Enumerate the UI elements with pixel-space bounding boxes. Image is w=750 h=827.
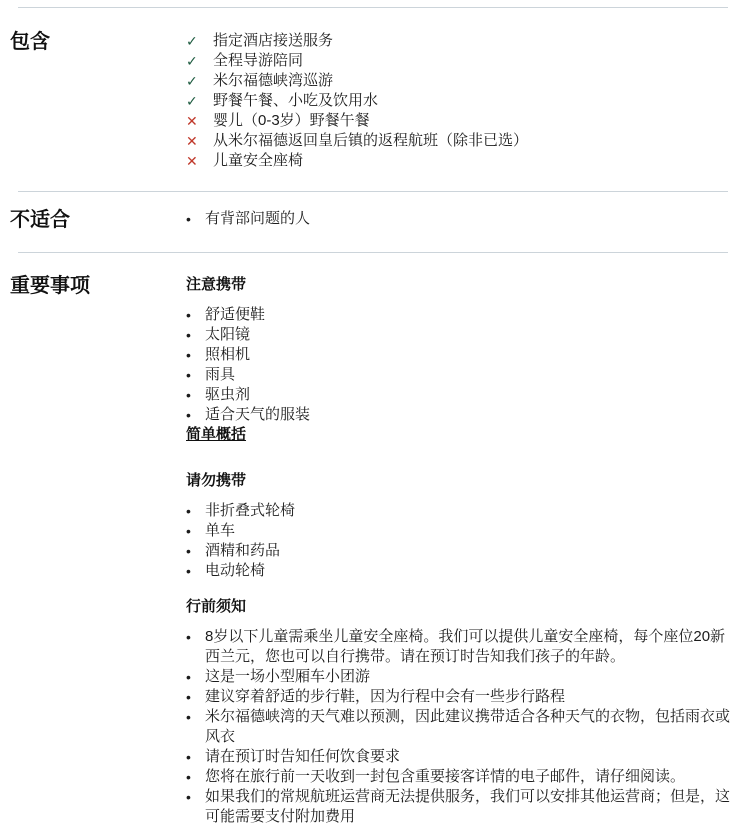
bullet-icon: • — [186, 563, 191, 579]
bullet-icon: • — [186, 629, 191, 645]
bullet-icon: • — [186, 387, 191, 403]
list-item — [186, 667, 735, 687]
not-suitable-section-title: 不适合 — [10, 209, 70, 231]
list-item-text: 全程导游陪同 — [213, 52, 304, 69]
section-not-suitable — [0, 192, 750, 252]
list-item-text: 从米尔福德返回皇后镇的返程航班（除非已选） — [213, 132, 529, 149]
check-icon: ✓ — [186, 53, 198, 69]
section-important-info — [0, 253, 750, 827]
list-item-text: 太阳镜 — [205, 326, 251, 343]
before-you-go-list — [186, 627, 735, 827]
list-item-text: 米尔福德峡湾巡游 — [213, 72, 334, 89]
important-section-title: 重要事项 — [10, 275, 90, 297]
list-item-text: 8岁以下儿童需乘坐儿童安全座椅。我们可以提供儿童安全座椅，每个座位20新西兰元，您也可以自行携带。请在预订时告知我们孩子的年龄。 — [205, 628, 726, 665]
list-item — [186, 325, 735, 345]
list-item-text: 单车 — [205, 522, 236, 539]
included-section-title: 包含 — [10, 31, 50, 53]
list-item — [186, 541, 735, 561]
x-icon: ✕ — [186, 113, 198, 129]
bullet-icon: • — [186, 327, 191, 343]
list-item-text: 适合天气的服装 — [205, 406, 311, 423]
list-item — [186, 209, 735, 229]
bullet-icon: • — [186, 407, 191, 423]
list-item-text: 照相机 — [205, 346, 251, 363]
list-item — [186, 51, 735, 71]
list-item — [186, 111, 735, 131]
list-item — [186, 305, 735, 325]
bullet-icon: • — [186, 709, 191, 725]
x-icon: ✕ — [186, 133, 198, 149]
list-item — [186, 687, 735, 707]
list-item — [186, 91, 735, 111]
brief-summary-link[interactable]: 简单概括 — [186, 426, 247, 443]
bullet-icon: • — [186, 211, 191, 227]
what-to-bring-block — [186, 275, 735, 445]
important-section-content — [186, 275, 735, 827]
list-item-text: 舒适便鞋 — [205, 306, 266, 323]
list-item — [186, 385, 735, 405]
list-item-text: 米尔福德峡湾的天气难以预测，因此建议携带适合各种天气的衣物，包括雨衣或风衣 — [205, 708, 731, 745]
not-suitable-section-content — [186, 209, 735, 229]
bullet-icon: • — [186, 367, 191, 383]
before-you-go-heading: 行前须知 — [186, 598, 247, 615]
list-item-text: 请在预订时告知任何饮食要求 — [205, 748, 401, 765]
before-you-go-block — [186, 597, 735, 827]
list-item-text: 雨具 — [205, 366, 236, 383]
what-to-bring-list — [186, 305, 735, 425]
list-item-text: 这是一场小型厢车小团游 — [205, 668, 371, 685]
bullet-icon: • — [186, 543, 191, 559]
list-item — [186, 365, 735, 385]
list-item-text: 非折叠式轮椅 — [205, 502, 296, 519]
bullet-icon: • — [186, 523, 191, 539]
bullet-icon: • — [186, 749, 191, 765]
do-not-bring-heading: 请勿携带 — [186, 472, 247, 489]
do-not-bring-block — [186, 471, 735, 581]
do-not-bring-list — [186, 501, 735, 581]
check-icon: ✓ — [186, 73, 198, 89]
x-icon: ✕ — [186, 153, 198, 169]
list-item-text: 您将在旅行前一天收到一封包含重要接客详情的电子邮件，请仔细阅读。 — [205, 768, 686, 785]
included-section-content — [186, 31, 735, 171]
check-icon: ✓ — [186, 93, 198, 109]
list-item — [186, 405, 735, 425]
what-to-bring-heading: 注意携带 — [186, 276, 247, 293]
list-item-text: 如果我们的常规航班运营商无法提供服务，我们可以安排其他运营商；但是，这可能需要支付附加费用 — [205, 788, 731, 825]
bullet-icon: • — [186, 503, 191, 519]
list-item — [186, 151, 735, 171]
list-item-text: 指定酒店接送服务 — [213, 32, 334, 49]
list-item-text: 儿童安全座椅 — [213, 152, 304, 169]
bullet-icon: • — [186, 347, 191, 363]
list-item — [186, 31, 735, 51]
list-item — [186, 627, 735, 667]
list-item-text: 婴儿（0-3岁）野餐午餐 — [213, 112, 370, 129]
list-item — [186, 707, 735, 747]
bullet-icon: • — [186, 789, 191, 805]
list-item — [186, 131, 735, 151]
not-suitable-list — [186, 209, 735, 229]
list-item — [186, 747, 735, 767]
list-item-text: 驱虫剂 — [205, 386, 251, 403]
list-item — [186, 71, 735, 91]
list-item — [186, 767, 735, 787]
bullet-icon: • — [186, 307, 191, 323]
list-item — [186, 501, 735, 521]
list-item — [186, 521, 735, 541]
list-item-text: 野餐午餐、小吃及饮用水 — [213, 92, 379, 109]
bullet-icon: • — [186, 769, 191, 785]
check-icon: ✓ — [186, 33, 198, 49]
list-item-text: 建议穿着舒适的步行鞋，因为行程中会有一些步行路程 — [205, 688, 566, 705]
list-item — [186, 345, 735, 365]
section-included — [0, 8, 750, 191]
list-item — [186, 561, 735, 581]
list-item — [186, 787, 735, 827]
list-item-text: 有背部问题的人 — [205, 210, 311, 227]
bullet-icon: • — [186, 689, 191, 705]
list-item-text: 酒精和药品 — [205, 542, 281, 559]
included-list — [186, 31, 735, 171]
list-item-text: 电动轮椅 — [205, 562, 266, 579]
bullet-icon: • — [186, 669, 191, 685]
tour-details-page — [0, 7, 750, 827]
